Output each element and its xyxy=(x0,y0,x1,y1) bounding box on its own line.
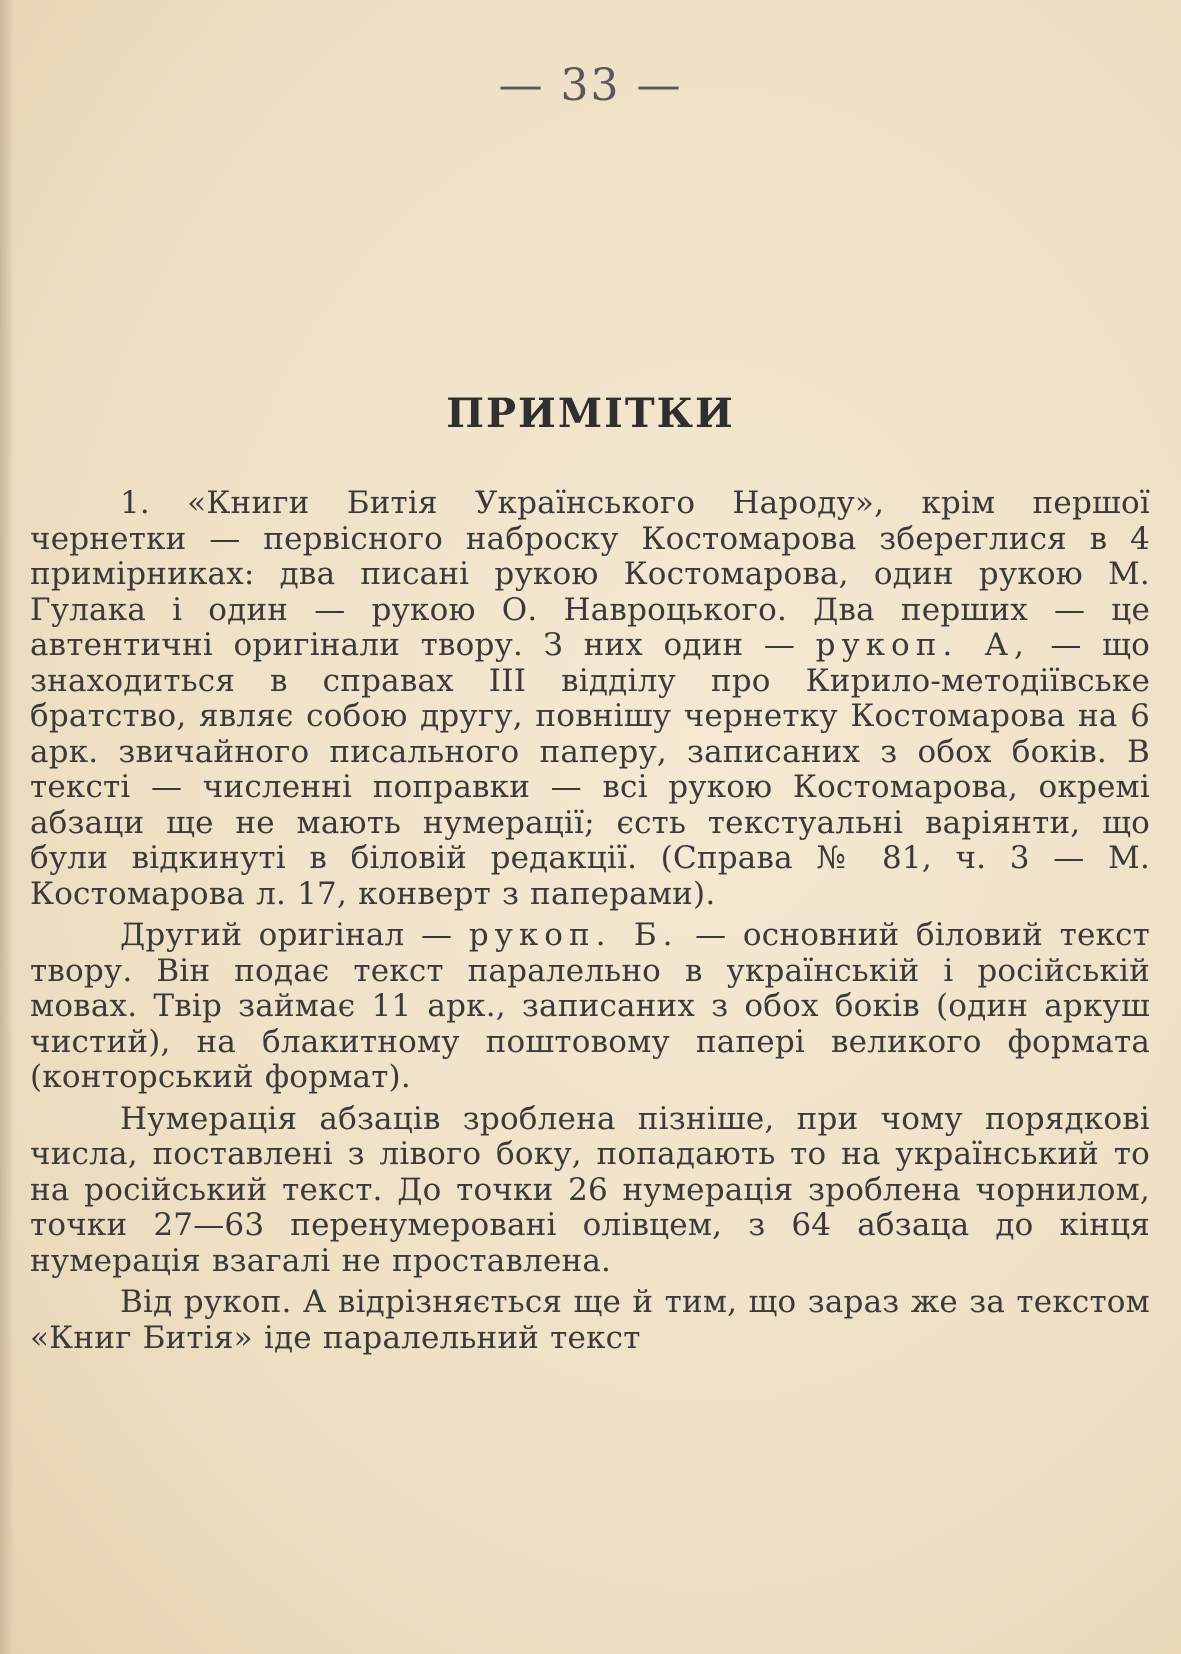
paragraph-3 xyxy=(30,1102,1150,1280)
paragraph-2 xyxy=(30,918,1150,1096)
paragraph-3-text: Нумерація абзаців зроблена пізніше, при чому порядкові числа, поставлені з лівого боку, попадають то на український то на російський текст. До точки 26 нумерація зроблена чорнилом, точки 27—63 перенумеровані олівцем, з 64 абзаца до кінця нумерація взагалі не проставлена. xyxy=(30,1100,1150,1279)
page-number: — 33 — xyxy=(498,60,683,111)
page-binding-edge xyxy=(0,0,14,1654)
paragraph-4 xyxy=(30,1285,1150,1356)
section-heading: ПРИМІТКИ xyxy=(446,390,735,437)
manuscript-a-label: рукоп. А, xyxy=(815,627,1030,663)
paragraph-1-text-b: — що знаходиться в справах III відділу про Кирило-методіївське братство, являє собою другу, повнішу чернетку Костомарова на 6 арк. звичайного писального паперу, записаних з обох боків. В тексті — численні поправки — всі рукою Костомарова, окремі абзаци ще не мають нумерації; єсть текстуальні варіянти, що були відкинуті в біловій редакції. (Справа № 81, ч. 3 — М. Костомарова л. 17, конверт з паперами). xyxy=(30,627,1150,912)
paragraph-4-text: Від рукоп. А відрізняється ще й тим, що зараз же за текстом «Книг Битія» іде паралельний текст xyxy=(30,1284,1150,1356)
paragraph-1-text-a: 1. «Книги Битія Українського Народу», крім першої чернетки — первісного наброску Костомарова збереглися в 4 примірниках: два писані рукою Костомарова, один рукою М. Гулака і один — рукою О. Навроцького. Два перших — це автентичні оригінали твору. З них один — xyxy=(30,485,1150,663)
paragraph-2-text-a: Другий оригінал — xyxy=(120,917,469,953)
paragraph-1 xyxy=(30,486,1150,912)
paragraph-2-text-b: — основний біловий текст твору. Він подає текст паралельно в українській і російській мовах. Твір займає 11 арк., записаних з обох боків (один аркуш чистий), на блакитному поштовому папері великого формата (конторський формат). xyxy=(30,917,1150,1095)
notes-body xyxy=(30,486,1150,1356)
manuscript-b-label: рукоп. Б. xyxy=(468,917,679,953)
